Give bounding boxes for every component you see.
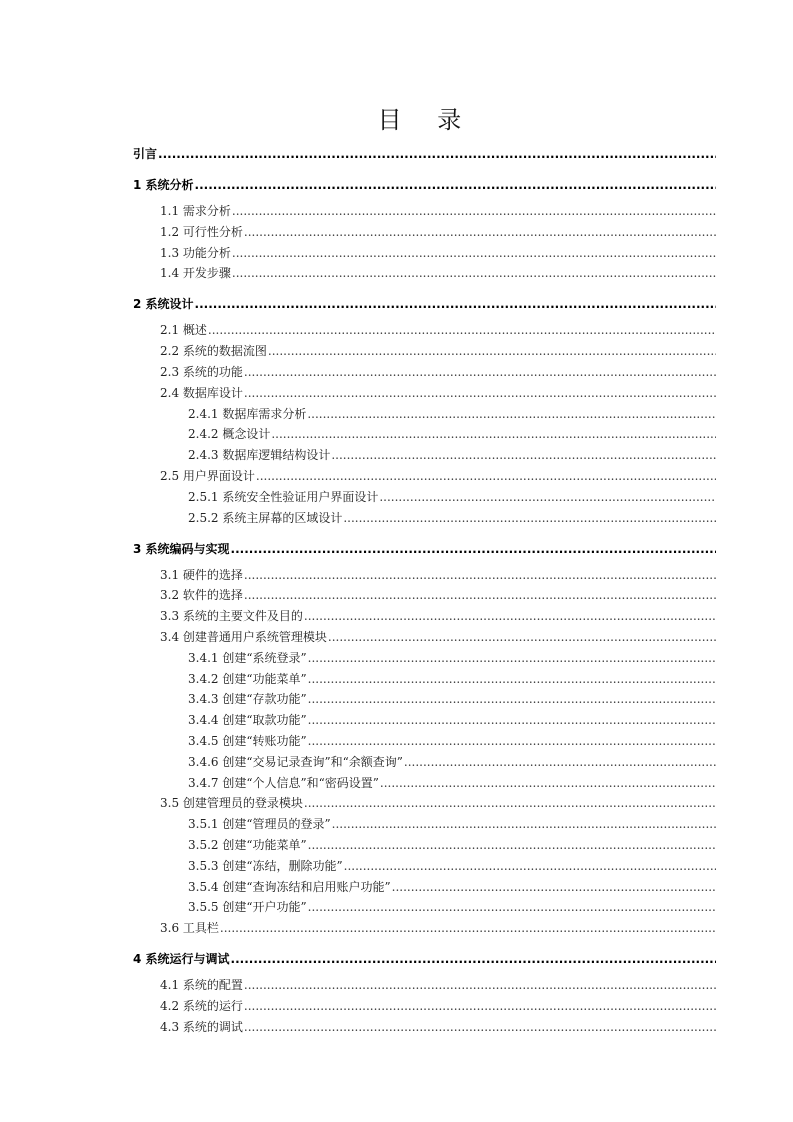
- toc-entry-text: 3.5 创建管理员的登录模块: [160, 796, 303, 811]
- dot-leader: [208, 323, 716, 337]
- toc-entry[interactable]: [160, 607, 716, 624]
- toc-title: 目 录: [377, 106, 476, 134]
- toc-entry-text: 2.5.2 系统主屏幕的区域设计: [188, 510, 343, 525]
- dot-leader: [195, 178, 716, 192]
- toc-entry-text: 4 系统运行与调试: [133, 952, 230, 967]
- toc-entry-text: 3.6 工具栏: [160, 921, 219, 936]
- toc-entry[interactable]: [188, 878, 716, 895]
- toc-entry-text: 1.4 开发步骤: [160, 266, 231, 281]
- toc-entry[interactable]: [160, 244, 716, 261]
- toc-entry[interactable]: [188, 649, 716, 666]
- dot-leader: [308, 672, 716, 686]
- toc-entry-text: 2.2 系统的数据流图: [160, 344, 267, 359]
- toc-entry-text: 3.4.1 创建“系统登录”: [188, 650, 307, 665]
- toc-entry[interactable]: [160, 321, 716, 338]
- toc-entry[interactable]: [160, 384, 716, 401]
- dot-leader: [331, 448, 716, 462]
- toc-entry[interactable]: [188, 488, 716, 505]
- dot-leader: [244, 365, 716, 379]
- toc-entry-text: 2.5 用户界面设计: [160, 469, 255, 483]
- dot-leader: [232, 204, 716, 218]
- toc-entry[interactable]: [133, 540, 716, 557]
- toc-entry-text: 4.2 系统的运行: [160, 999, 243, 1013]
- dot-leader: [308, 692, 716, 706]
- dot-leader: [308, 838, 716, 852]
- toc-entry[interactable]: [160, 794, 716, 811]
- toc-entry[interactable]: [188, 774, 716, 791]
- toc-entry-text: 2.3 系统的功能: [160, 365, 243, 379]
- toc-entry[interactable]: [160, 1018, 716, 1035]
- toc-entry[interactable]: [188, 690, 716, 707]
- dot-leader: [231, 542, 716, 556]
- toc-entry-text: 3.5.5 创建“开户功能”: [188, 900, 307, 915]
- toc-entry[interactable]: [160, 997, 716, 1014]
- toc-entry-text: 3.5.2 创建“功能菜单”: [188, 838, 307, 852]
- toc-entry[interactable]: [160, 264, 716, 281]
- toc-entry[interactable]: [160, 628, 716, 645]
- toc-entry-text: 3.5.3 创建“冻结，删除功能”: [188, 858, 343, 873]
- toc-entry[interactable]: [160, 223, 716, 240]
- dot-leader: [379, 490, 716, 504]
- toc-entry[interactable]: [188, 732, 716, 749]
- dot-leader: [271, 427, 716, 441]
- toc-entry[interactable]: [188, 898, 716, 915]
- toc-entry[interactable]: [160, 363, 716, 380]
- toc-entry[interactable]: [188, 405, 716, 422]
- toc-entry-text: 3.2 软件的选择: [160, 588, 243, 603]
- toc-entry-text: 2 系统设计: [133, 297, 194, 312]
- toc-entry[interactable]: [160, 467, 716, 484]
- toc-entry[interactable]: [160, 586, 716, 603]
- toc-entry-text: 3.4.5 创建“转账功能”: [188, 734, 307, 748]
- dot-leader: [304, 796, 716, 810]
- dot-leader: [220, 921, 716, 935]
- toc-entry-text: 引言: [133, 147, 158, 161]
- dot-leader: [344, 859, 716, 873]
- toc-entry-text: 3.4 创建普通用户系统管理模块: [160, 630, 327, 644]
- dot-leader: [232, 266, 716, 280]
- dot-leader: [244, 999, 716, 1013]
- dot-leader: [308, 651, 716, 665]
- dot-leader: [244, 386, 716, 400]
- dot-leader: [308, 734, 716, 748]
- toc-entry-text: 3 系统编码与实现: [133, 541, 230, 556]
- toc-entry-text: 3.3 系统的主要文件及目的: [160, 609, 303, 624]
- toc-entry[interactable]: [188, 509, 716, 526]
- toc-entry-text: 3.1 硬件的选择: [160, 567, 243, 582]
- toc-entry[interactable]: [188, 711, 716, 728]
- dot-leader: [244, 978, 716, 992]
- dot-leader: [232, 246, 716, 260]
- dot-leader: [380, 776, 716, 790]
- toc-entry[interactable]: [160, 566, 716, 583]
- dot-leader: [332, 817, 716, 831]
- dot-leader: [244, 225, 716, 239]
- dot-leader: [244, 1020, 716, 1034]
- toc-entry[interactable]: [188, 815, 716, 832]
- dot-leader: [343, 511, 716, 525]
- toc-entry-text: 3.4.2 创建“功能菜单”: [188, 671, 307, 686]
- toc-entry[interactable]: [133, 295, 716, 312]
- dot-leader: [158, 147, 716, 161]
- dot-leader: [244, 568, 716, 582]
- toc-entry-text: 3.5.4 创建“查询冻结和启用账户功能”: [188, 879, 391, 894]
- toc-entry-text: 1.2 可行性分析: [160, 224, 243, 239]
- dot-leader: [195, 297, 716, 311]
- toc-entry-text: 2.4.3 数据库逻辑结构设计: [188, 448, 331, 463]
- toc-entry[interactable]: [188, 425, 716, 442]
- dot-leader: [392, 880, 716, 894]
- toc-entry[interactable]: [188, 857, 716, 874]
- toc-entry-text: 2.5.1 系统安全性验证用户界面设计: [188, 489, 379, 504]
- toc-entry[interactable]: [133, 145, 716, 162]
- toc-entry-text: 3.4.6 创建“交易记录查询”和“余额查询”: [188, 754, 403, 769]
- toc-entry[interactable]: [188, 836, 716, 853]
- toc-entry-text: 2.1 概述: [160, 323, 207, 338]
- toc-entry[interactable]: [188, 753, 716, 770]
- dot-leader: [304, 609, 716, 623]
- dot-leader: [328, 630, 716, 644]
- toc-entry-text: 2.4.1 数据库需求分析: [188, 406, 307, 421]
- dot-leader: [231, 952, 716, 966]
- toc-entry-text: 3.4.7 创建“个人信息”和“密码设置”: [188, 775, 379, 790]
- dot-leader: [244, 588, 716, 602]
- dot-leader: [256, 469, 716, 483]
- toc-entry[interactable]: [133, 950, 716, 967]
- toc-entry[interactable]: [160, 342, 716, 359]
- toc-entry[interactable]: [160, 976, 716, 993]
- toc-entry-text: 3.5.1 创建“管理员的登录”: [188, 817, 331, 832]
- dot-leader: [308, 713, 716, 727]
- toc-entry[interactable]: [160, 202, 716, 219]
- toc-entry[interactable]: [160, 919, 716, 936]
- dot-leader: [308, 900, 716, 914]
- dot-leader: [307, 407, 716, 421]
- toc-entry-text: 4.1 系统的配置: [160, 978, 243, 993]
- toc-entry-text: 1.3 功能分析: [160, 245, 231, 260]
- toc-entry-text: 4.3 系统的调试: [160, 1019, 243, 1034]
- toc-entry-text: 2.4 数据库设计: [160, 385, 243, 400]
- dot-leader: [268, 344, 716, 358]
- toc-entry-text: 3.4.4 创建“取款功能”: [188, 713, 307, 728]
- toc-entry-text: 3.4.3 创建“存款功能”: [188, 692, 307, 707]
- toc-entry[interactable]: [188, 446, 716, 463]
- toc-entry-text: 1.1 需求分析: [160, 204, 231, 218]
- toc-entry-text: 1 系统分析: [133, 178, 194, 192]
- toc-entry[interactable]: [133, 176, 716, 193]
- dot-leader: [404, 755, 716, 769]
- toc-entry-text: 2.4.2 概念设计: [188, 427, 271, 442]
- toc-entry[interactable]: [188, 670, 716, 687]
